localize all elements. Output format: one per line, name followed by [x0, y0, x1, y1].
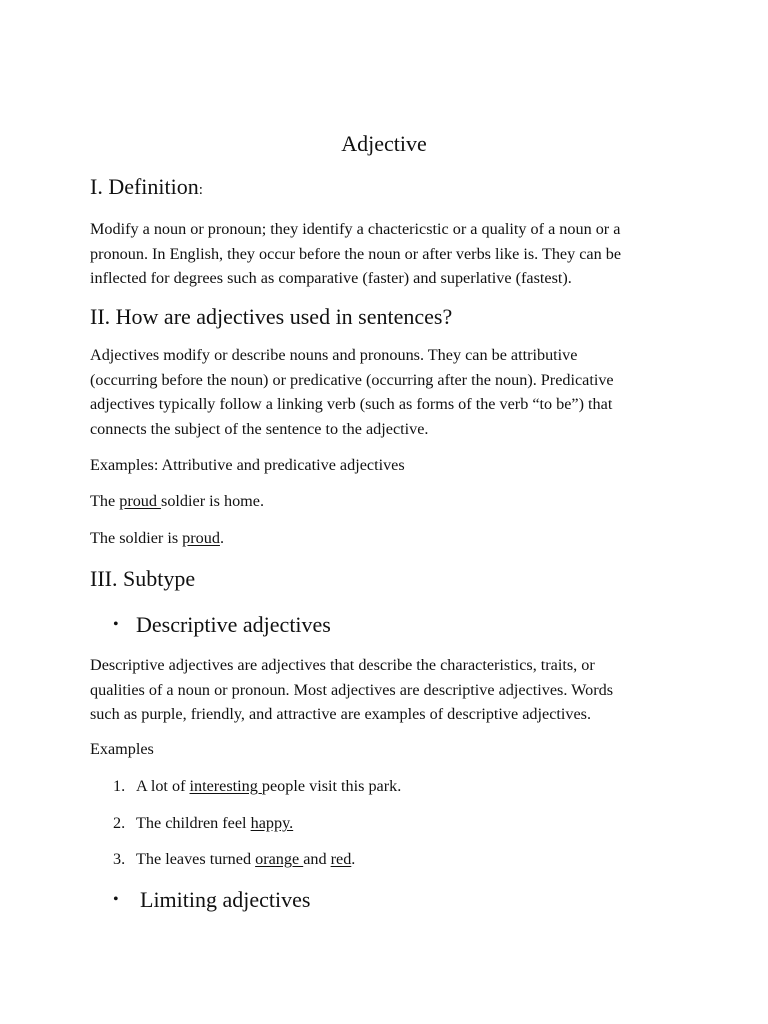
paragraph-line: such as purple, friendly, and attractive are examples of descriptive adjectives.: [90, 705, 592, 723]
example-text: soldier is home.: [161, 492, 264, 510]
paragraph-line: pronoun. In English, they occur before the noun or after verbs like is. They can be: [90, 244, 622, 263]
section-heading-definition: [90, 173, 203, 204]
list-number: 3.: [113, 850, 126, 868]
example-text: people visit this park.: [261, 777, 402, 795]
paragraph-line: inflected for degrees such as comparative (faster) and superlative (fastest).: [90, 269, 572, 287]
example-text: The leaves turned: [136, 850, 256, 868]
section-heading-text: I. Definition: [90, 174, 199, 199]
paragraph-line: Modify a noun or pronoun; they identify a chactericstic or a quality of a noun or a: [90, 220, 621, 238]
paragraph-line: qualities of a noun or pronoun. Most adjectives are descriptive adjectives. Words: [90, 680, 614, 699]
paragraph-line: adjectives typically follow a linking verb (such as forms of the verb “to be”) that: [90, 395, 613, 413]
example-text: .: [351, 850, 356, 868]
example-text: .: [219, 529, 224, 547]
section-heading-subtype: III. Subtype: [90, 566, 196, 591]
example-sentence-attributive: [90, 489, 680, 514]
example-text: A lot of: [136, 777, 190, 795]
usage-paragraph: [90, 343, 680, 441]
section-heading-colon: :: [198, 182, 203, 198]
list-item: [113, 847, 355, 871]
example-text: and: [303, 850, 331, 868]
underlined-adjective: proud: [182, 529, 220, 547]
underlined-adjective: happy.: [250, 814, 294, 832]
subtype-heading-text: Limiting adjectives: [140, 887, 311, 912]
paragraph-line: Descriptive adjectives are adjectives that describe the characteristics, traits, or: [90, 656, 595, 674]
underlined-adjective: red: [330, 850, 352, 868]
example-text: The: [90, 492, 120, 510]
definition-paragraph: [90, 217, 680, 291]
paragraph-line: Adjectives modify or describe nouns and pronouns. They can be attributive: [90, 346, 578, 364]
descriptive-paragraph: [90, 653, 680, 727]
underlined-adjective: orange: [255, 850, 304, 868]
example-text: The children feel: [136, 814, 251, 832]
underlined-adjective: proud: [119, 492, 162, 510]
list-item: [113, 774, 401, 798]
list-number: 2.: [113, 814, 126, 832]
section-heading-usage: II. How are adjectives used in sentences?: [90, 304, 453, 329]
page-title: Adjective: [341, 131, 427, 156]
subtype-heading-text: Descriptive adjectives: [136, 612, 331, 637]
example-text: The soldier is: [90, 529, 183, 547]
bullet-icon: •: [113, 891, 119, 908]
examples-label: Examples: [90, 740, 154, 758]
paragraph-line: (occurring before the noun) or predicative (occurring after the noun). Predicative: [90, 370, 614, 389]
underlined-adjective: interesting: [189, 777, 262, 795]
list-item: [113, 811, 293, 835]
example-sentence-predicative: [90, 526, 680, 551]
list-number: 1.: [113, 777, 126, 795]
bullet-icon: •: [113, 616, 119, 633]
examples-label: Examples: Attributive and predicative adjectives: [90, 456, 405, 474]
paragraph-line: connects the subject of the sentence to the adjective.: [90, 419, 429, 438]
